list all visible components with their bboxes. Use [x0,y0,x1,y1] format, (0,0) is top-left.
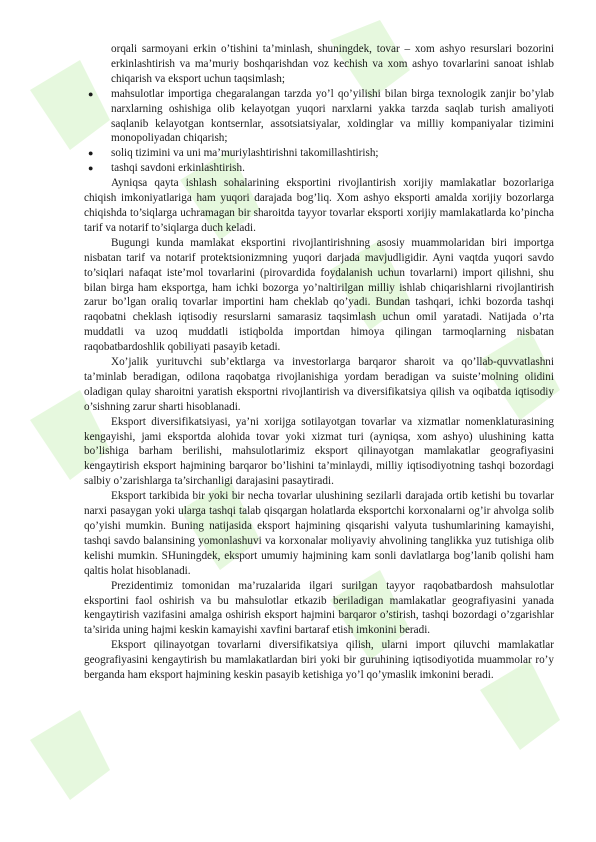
bullet-list [84,87,554,176]
list-item: ● mahsulotlar importiga chegaralangan tarzda yo’l qo’yilishi bilan birga texnologik zanjir bo’ylab narxlarning oshishiga olib kelayotgan yuqori narxlarni yakka tarzda saqlab turish amaliyoti saqlanib kelayotgan kontsernlar, assotsiatsiyalar, xoldinglar va milliy kompaniyalar tizimini monopoliyadan chiqarish; [88,87,554,145]
bullet-icon: ● [88,88,94,99]
list-item: ● tashqi savdoni erkinlashtirish. [88,162,245,175]
paragraph: Ayniqsa qayta ishlash sohalarining eksportini rivojlantirish xorijiy mamlakatlar bozorlariga chiqish imkoniyatlariga ham yuqori darajada bog’liq. Xom ashyo eksporti amalda xorijiy bozorlarga chiqishda to’siqlarga uchramagan bir sharoitda tayyor tovarlar eksporti xorijiy mamlakatlarda ko’pincha tarif va notarif to’siqlarga duch keladi. [84,177,554,234]
document-page [84,42,554,683]
bullet-icon: ● [88,163,94,174]
paragraph: Bugungi kunda mamlakat eksportini rivojlantirishning asosiy muammolaridan biri importga nisbatan tarif va notarif protektsionizmning yuqori darjada mavjudligidir. Ayni vaqtda yuqori savdo to’siqlari nafaqat iste’mol tovarlarini (pirovardida foydalanish uchun tovarlarni) import qilishni, shu bilan birga ham eksportga, ham ichki bozorga yo’naltirilgan milliy ishlab chiqarishlarni rivojlantirish zarur bo’lgan oraliq tovarlar importini ham cheklab qo’yadi. Bundan tashqari, ichki bozorda tashqi raqobatni cheklash iqtisodiy resurslarni samarasiz taqsimlash uchun omil yaratadi. Natijada o’rta muddatli va uzoq muddatli istiqbolda importdan himoya qilingan tarmoqlarning nisbatan raqobatbardoshlik qobiliyati pasayib ketadi. [84,236,554,354]
paragraph: Prezidentimiz tomonidan ma’ruzalarida ilgari surilgan tayyor raqobatbardosh mahsulotlar eksportini faol oshirish va bu mahsulotlar etkazib beriladigan mamlakatlar geografiyasini yanada kengaytirish vazifasini amalga oshirish eksport hajmini barqaror o’stirish, tashqi bozordagi o’zgarishlar ta’sirida uning hajmi keskin kamayishi xavfini bartaraf etish imkonini beradi. [84,579,554,637]
bullet-icon: ● [88,148,94,159]
list-item: ● soliq tizimini va uni ma’muriylashtirishni takomillashtirish; [88,147,379,160]
paragraph: Eksport qilinayotgan tovarlarni diversifikatsiya qilish, ularni import qiluvchi mamlakatlar geografiyasini kengaytirish bu mamlakatlardan biri yoki bir guruhining iqtisodiyotida muammolar ro’y berganda ham eksport hajmining keskin pasayib ketishiga yo’l qo’ymaslik imkonini beradi. [84,639,554,682]
continuation-text: orqali sarmoyani erkin o’tishini ta’minlash, shuningdek, tovar – xom ashyo resurslari bozorini erkinlashtirish va ma’muriy boshqarishdan voz kechish va xom ashyo tovarlarini sanoat ishlab chiqarish va eksport uchun taqsimlash; [111,43,554,85]
paragraph: Xo’jalik yurituvchi sub’ektlarga va investorlarga barqaror sharoit va qo’llab-quvvatlashni ta’minlab beradigan, odilona raqobatga rivojlanishiga yordam beradigan va suiste’molning olidini oladigan qulay sharoitni yaratish eksportni rivojlantirish va diversifikatsiya qilish va oqibatda iqtisodiy o’sishning zarur sharti hisoblanadi. [84,356,554,413]
watermark-shape [30,710,110,800]
paragraph: Eksport tarkibida bir yoki bir necha tovarlar ulushining sezilarli darajada ortib ketishi bu tovarlar narxi pasaygan yoki ularga tashqi talab qisqargan holatlarda eksportchi korxonalarni og’ir ahvolga solib qo’yishi mumkin. Buning natijasida eksport hajmining qisqarishi valyuta tushumlarining kamayishi, tashqi savdo balansining yomonlashuvi va korxonalar moliyaviy ahvolining tanglikka yuz tutishiga olib kelishi mumkin. SHuningdek, eksport umumiy hajmining kam sonli davlatlarga bog’lanib qolishi ham qaltis holat hisoblanadi. [84,490,554,577]
paragraph: Eksport diversifikatsiyasi, ya’ni xorijga sotilayotgan tovarlar va xizmatlar nomenklaturasining kengayishi, jami eksportda alohida tovar yoki xizmat turi (ayniqsa, xom ashyo) ulushining katta bo’lishiga barham berilishi, mahsulotlarimiz eksport qilinayotgan mamlakatlar geografiyasini kengaytirish eksport hajmining barqaror bo’lishini ta’minlaydi, milliy iqtisodiyotning tashqi bozordagi salbiy o’zarishlarga ta’sirchanligi darajasini pasaytiradi. [84,415,554,488]
